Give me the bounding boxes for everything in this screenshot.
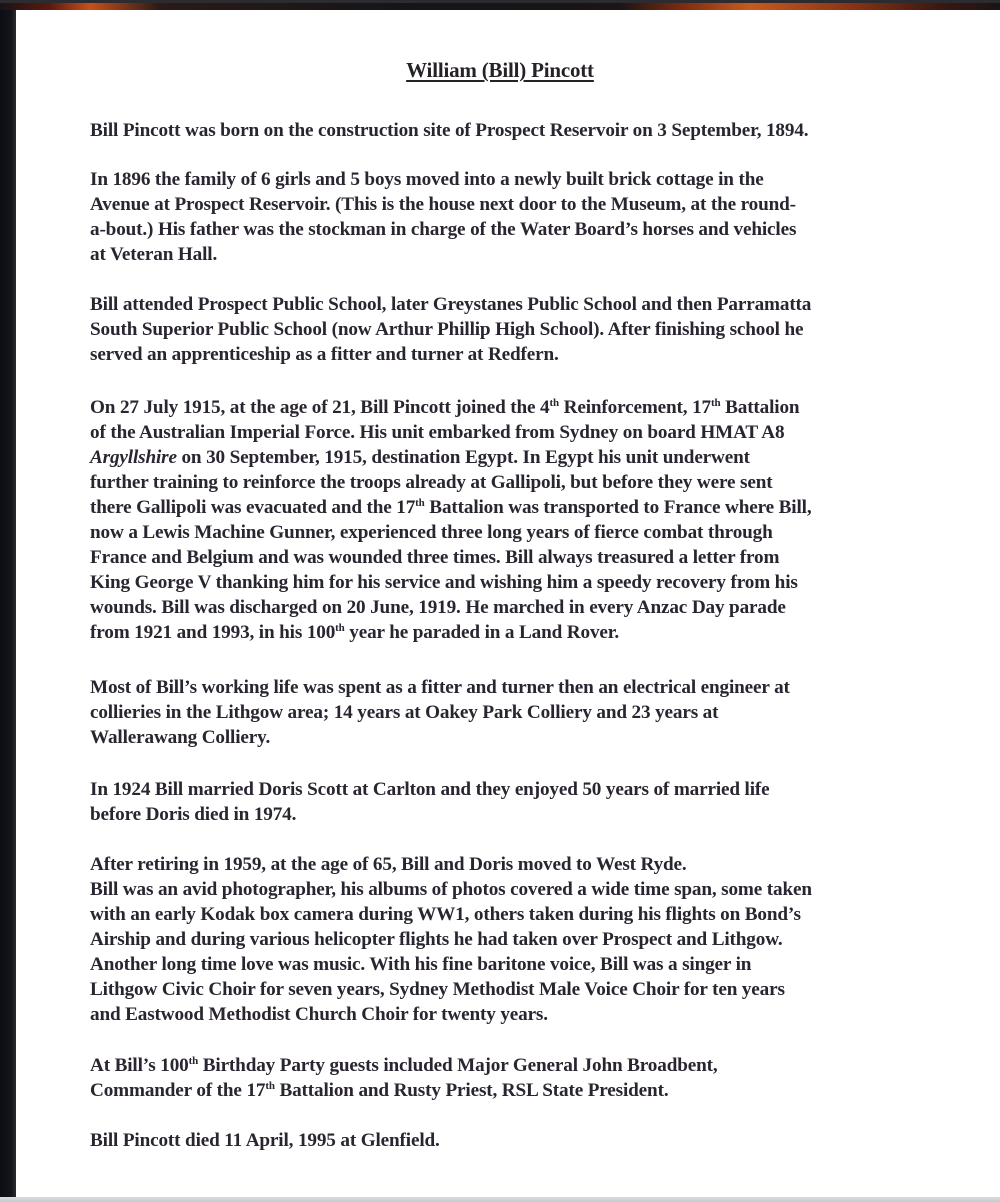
text-line: Another long time love was music. With his fine baritone voice, Bill was a singer in bbox=[90, 954, 752, 975]
text-line: served an apprenticeship as a fitter and turner at Redfern. bbox=[90, 344, 559, 365]
scan-border-bottom bbox=[0, 1197, 1000, 1202]
text-line: of the Australian Imperial Force. His unit embarked from Sydney on board HMAT A8 bbox=[90, 422, 785, 443]
ship-name: Argyllshire bbox=[90, 447, 177, 468]
text-line: Argyllshire on 30 September, 1915, destination Egypt. In Egypt his unit underwent bbox=[90, 447, 750, 468]
text-line: Most of Bill’s working life was spent as a fitter and turner then an electrical engineer at bbox=[90, 677, 790, 698]
paragraph-family bbox=[90, 167, 960, 267]
paragraph-death bbox=[90, 1128, 960, 1153]
paragraph-schooling bbox=[90, 292, 960, 367]
text-line: Bill Pincott died 11 April, 1995 at Glenfield. bbox=[90, 1130, 440, 1151]
text-line: Bill attended Prospect Public School, later Greystanes Public School and then Parramatta bbox=[90, 294, 812, 315]
text-line: Avenue at Prospect Reservoir. (This is the house next door to the Museum, at the round- bbox=[90, 194, 796, 215]
text-line: collieries in the Lithgow area; 14 years at Oakey Park Colliery and 23 years at bbox=[90, 702, 719, 723]
text-line: France and Belgium and was wounded three times. Bill always treasured a letter from bbox=[90, 547, 780, 568]
text-line: a-bout.) His father was the stockman in charge of the Water Board’s horses and vehicles bbox=[90, 219, 797, 240]
text-line: Wallerawang Colliery. bbox=[90, 727, 271, 748]
paragraph-retirement bbox=[90, 852, 960, 1027]
text-line: Lithgow Civic Choir for seven years, Sydney Methodist Male Voice Choir for ten years bbox=[90, 979, 785, 1000]
scan-border-left bbox=[0, 0, 16, 1202]
text-line: there Gallipoli was evacuated and the 17th Battalion was transported to France where Bill, bbox=[90, 497, 812, 518]
text-line: Bill Pincott was born on the construction site of Prospect Reservoir on 3 September, 1894. bbox=[90, 120, 809, 141]
paragraph-birthday bbox=[90, 1053, 960, 1103]
text-line: now a Lewis Machine Gunner, experienced three long years of fierce combat through bbox=[90, 522, 773, 543]
page-title: William (Bill) Pincott bbox=[406, 58, 594, 82]
text-line: At Bill’s 100th Birthday Party guests included Major General John Broadbent, bbox=[90, 1055, 718, 1076]
text-line: at Veteran Hall. bbox=[90, 244, 218, 265]
text-line: before Doris died in 1974. bbox=[90, 804, 297, 825]
paragraph-war-service bbox=[90, 395, 960, 645]
text-line: wounds. Bill was discharged on 20 June, 1919. He marched in every Anzac Day parade bbox=[90, 597, 786, 618]
paragraph-marriage bbox=[90, 777, 960, 827]
text-line: from 1921 and 1993, in his 100th year he paraded in a Land Rover. bbox=[90, 622, 620, 643]
text-line: with an early Kodak box camera during WW1, others taken during his flights on Bond’s bbox=[90, 904, 801, 925]
text-line: King George V thanking him for his service and wishing him a speedy recovery from his bbox=[90, 572, 798, 593]
text-line: Commander of the 17th Battalion and Rusty Priest, RSL State President. bbox=[90, 1080, 669, 1101]
text-line: On 27 July 1915, at the age of 21, Bill Pincott joined the 4th Reinforcement, 17th Battalion bbox=[90, 397, 800, 418]
paragraph-working-life bbox=[90, 675, 960, 750]
text-line: South Superior Public School (now Arthur Phillip High School). After finishing school he bbox=[90, 319, 804, 340]
text-line: In 1896 the family of 6 girls and 5 boys moved into a newly built brick cottage in the bbox=[90, 169, 764, 190]
text-line: further training to reinforce the troops already at Gallipoli, but before they were sent bbox=[90, 472, 773, 493]
text-line: Airship and during various helicopter flights he had taken over Prospect and Lithgow. bbox=[90, 929, 783, 950]
text-line: After retiring in 1959, at the age of 65, Bill and Doris moved to West Ryde. bbox=[90, 854, 687, 875]
text-line: Bill was an avid photographer, his albums of photos covered a wide time span, some taken bbox=[90, 879, 812, 900]
text-line: and Eastwood Methodist Church Choir for twenty years. bbox=[90, 1004, 548, 1025]
paragraph-birth bbox=[90, 118, 960, 143]
text-line: In 1924 Bill married Doris Scott at Carlton and they enjoyed 50 years of married life bbox=[90, 779, 770, 800]
scan-border-top-edge bbox=[0, 0, 1000, 3]
